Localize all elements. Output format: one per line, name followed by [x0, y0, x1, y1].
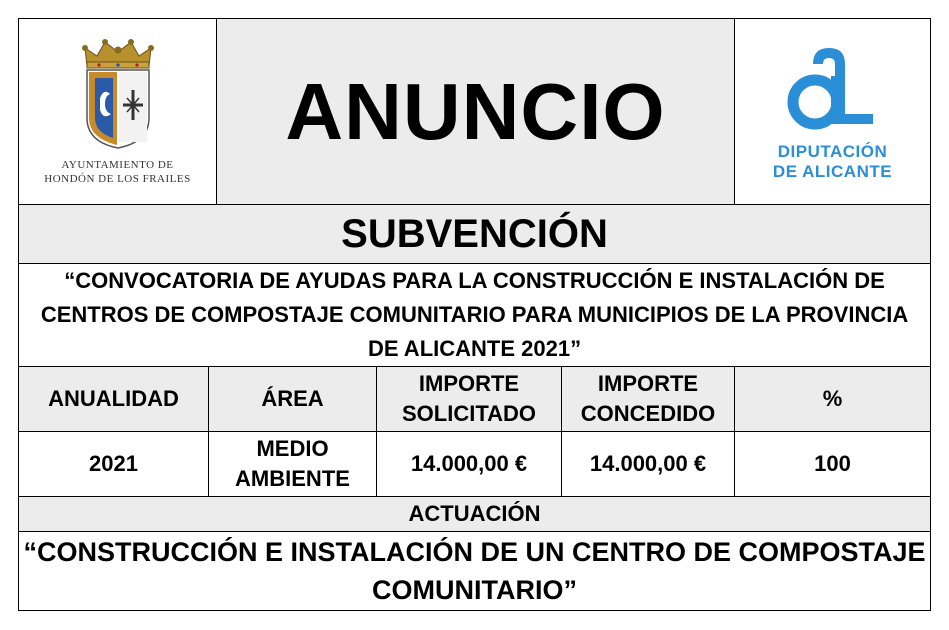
ayuntamiento-name-line1: AYUNTAMIENTO DE [61, 158, 174, 171]
value-area-line2: AMBIENTE [235, 466, 350, 491]
ayuntamiento-name-line2: HONDÓN DE LOS FRAILES [44, 172, 191, 185]
header-importe-solicitado [377, 367, 562, 432]
actuacion-text-line2: COMUNITARIO” [372, 575, 578, 605]
value-porcentaje: 100 [735, 432, 931, 497]
header-anualidad: ANUALIDAD [19, 367, 209, 432]
page-title: ANUNCIO [217, 19, 735, 205]
value-importe-solicitado: 14.000,00 € [377, 432, 562, 497]
ayuntamiento-coat-of-arms-icon [81, 38, 155, 150]
actuacion-text-line1: “CONSTRUCCIÓN E INSTALACIÓN DE UN CENTRO DE COMPOSTAJE [23, 537, 926, 567]
actuacion-text [19, 532, 931, 611]
header-importe-concedido [562, 367, 735, 432]
announcement-sheet [18, 18, 930, 610]
subtitle: SUBVENCIÓN [19, 205, 931, 264]
header-importe-solicitado-line1: IMPORTE [418, 371, 520, 396]
value-anualidad: 2021 [19, 432, 209, 497]
header-importe-solicitado-line2: SOLICITADO [401, 401, 537, 426]
header-table [18, 18, 931, 205]
convocatoria-text: “CONVOCATORIA DE AYUDAS PARA LA CONSTRUCCIÓN E INSTALACIÓN DE CENTROS DE COMPOSTAJE COMUNITARIO PARA MUNICIPIOS DE LA PROVINCIA DE ALICANTE 2021” [19, 264, 931, 367]
diputacion-name-line2: DE ALICANTE [772, 161, 893, 181]
body-table [18, 204, 931, 611]
ayuntamiento-logo-cell [19, 19, 217, 205]
actuacion-label: ACTUACIÓN [19, 497, 931, 532]
diputacion-alicante-logo-icon [785, 42, 881, 138]
diputacion-logo-cell [735, 19, 931, 205]
header-importe-concedido-line1: IMPORTE [597, 371, 699, 396]
diputacion-name-line1: DIPUTACIÓN [777, 141, 888, 161]
value-area [209, 432, 377, 497]
header-importe-concedido-line2: CONCEDIDO [580, 401, 716, 426]
value-importe-concedido: 14.000,00 € [562, 432, 735, 497]
header-porcentaje: % [735, 367, 931, 432]
value-area-line1: MEDIO [256, 436, 329, 461]
header-area: ÁREA [209, 367, 377, 432]
